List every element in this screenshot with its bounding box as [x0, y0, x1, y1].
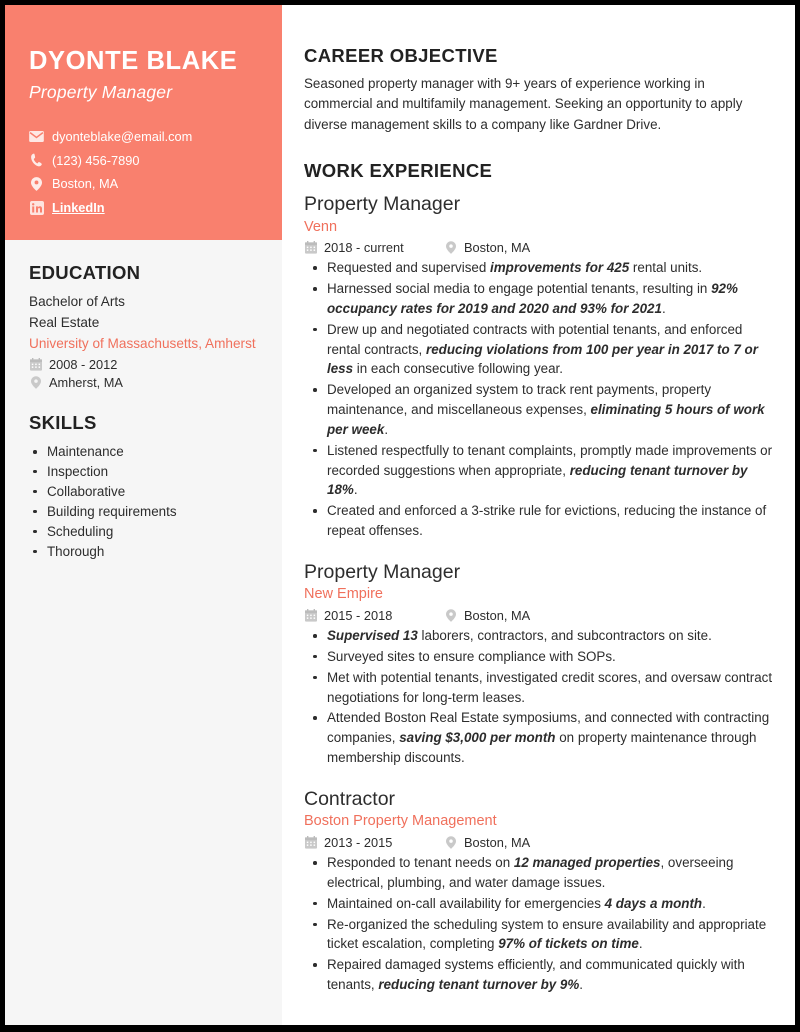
job-bullet: Requested and supervised improvements for 425 rental units.: [304, 258, 773, 278]
location-pin-icon: [29, 177, 44, 192]
envelope-icon: [29, 129, 44, 144]
job-dates-text: 2018 - current: [324, 240, 404, 256]
resume-page: [5, 5, 795, 1025]
list-item: Collaborative: [29, 482, 258, 502]
career-objective-text: Seasoned property manager with 9+ years of experience working in commercial and multifamily management. Seeking an opportunity to apply diverse management skills to a company like Gardner Drive.: [304, 76, 743, 132]
job-entry: [304, 787, 773, 995]
job-meta: [304, 240, 773, 255]
contact-email[interactable]: [29, 127, 258, 146]
career-objective-section: [304, 45, 773, 135]
contact-linkedin[interactable]: [29, 198, 258, 217]
location-pin-icon: [444, 241, 457, 255]
job-dates: [304, 608, 444, 623]
contact-phone-text: (123) 456-7890: [52, 152, 140, 168]
job-meta: [304, 835, 773, 850]
education-field: Real Estate: [29, 314, 100, 330]
list-item: Inspection: [29, 462, 258, 482]
education-degree: Bachelor of Arts: [29, 294, 125, 309]
sidebar: [5, 5, 282, 1025]
job-location: [444, 240, 530, 255]
contact-list: [29, 127, 258, 217]
education-school: University of Massachusetts, Amherst: [29, 336, 256, 352]
list-item: Building requirements: [29, 502, 258, 522]
education-section: [29, 262, 258, 390]
calendar-icon: [29, 358, 42, 372]
phone-icon: [29, 153, 44, 168]
education-dates: [29, 357, 258, 372]
skills-section: [29, 412, 258, 562]
job-bullet: Surveyed sites to ensure compliance with SOPs.: [304, 647, 773, 667]
education-dates-text: 2008 - 2012: [49, 357, 118, 373]
job-bullet-list: [304, 626, 773, 768]
work-experience-heading: WORK EXPERIENCE: [304, 160, 493, 182]
skills-heading: SKILLS: [29, 412, 97, 434]
sidebar-body: [5, 262, 282, 562]
job-bullet: Created and enforced a 3-strike rule for evictions, reducing the instance of repeat offenses.: [304, 501, 773, 541]
job-location: [444, 835, 530, 850]
job-bullet: Drew up and negotiated contracts with potential tenants, and enforced rental contracts, reducing violations from 100 per year in 2017 to 7 or less in each consecutive following year.: [304, 320, 773, 379]
job-location: [444, 608, 530, 623]
linkedin-link[interactable]: LinkedIn: [52, 200, 105, 216]
education-location-text: Amherst, MA: [49, 375, 123, 391]
job-location-text: Boston, MA: [464, 835, 531, 851]
sidebar-header: [5, 5, 282, 240]
job-dates-text: 2015 - 2018: [324, 608, 393, 624]
job-entry: [304, 560, 773, 768]
skills-list: [29, 442, 258, 562]
career-objective-heading: CAREER OBJECTIVE: [304, 45, 498, 66]
list-item: Thorough: [29, 542, 258, 562]
job-dates-text: 2013 - 2015: [324, 835, 393, 851]
job-location-text: Boston, MA: [464, 240, 531, 256]
job-bullet: Supervised 13 laborers, contractors, and subcontractors on site.: [304, 626, 773, 646]
job-bullet: Re-organized the scheduling system to ensure availability and appropriate ticket escalation, completing 97% of tickets on time.: [304, 915, 773, 955]
job-bullet: Repaired damaged systems efficiently, and communicated quickly with tenants, reducing tenant turnover by 9%.: [304, 955, 773, 995]
jobs-container: [304, 192, 773, 995]
job-company: New Empire: [304, 586, 383, 603]
job-title: Property Manager: [304, 193, 461, 216]
calendar-icon: [304, 241, 317, 255]
calendar-icon: [304, 836, 317, 850]
job-bullet: Attended Boston Real Estate symposiums, and connected with contracting companies, saving $3,000 per month on property maintenance through membership discounts.: [304, 708, 773, 767]
list-item: Scheduling: [29, 522, 258, 542]
job-bullet: Developed an organized system to track rent payments, property maintenance, and miscellaneous expenses, eliminating 5 hours of work per week.: [304, 380, 773, 439]
work-experience-section: [304, 160, 773, 995]
job-title: Contractor: [304, 787, 396, 810]
contact-email-text: dyonteblake@email.com: [52, 129, 193, 145]
job-title: Property Manager: [304, 560, 461, 583]
job-company: Venn: [304, 218, 338, 235]
location-pin-icon: [29, 376, 42, 390]
candidate-job-title: Property Manager: [29, 82, 173, 103]
main-column: [282, 5, 795, 1025]
job-entry: [304, 192, 773, 541]
job-bullet: Met with potential tenants, investigated credit scores, and oversaw contract negotiations for long-term leases.: [304, 668, 773, 708]
job-bullet: Harnessed social media to engage potential tenants, resulting in 92% occupancy rates for 2019 and 2020 and 93% for 2021.: [304, 279, 773, 319]
list-item: Maintenance: [29, 442, 258, 462]
job-bullet-list: [304, 853, 773, 995]
linkedin-icon: [29, 200, 44, 215]
calendar-icon: [304, 609, 317, 623]
job-bullet-list: [304, 258, 773, 541]
contact-location-text: Boston, MA: [52, 176, 119, 192]
job-bullet: Listened respectfully to tenant complaints, promptly made improvements or recorded suggestions when appropriate, reducing tenant turnover by 18%.: [304, 441, 773, 500]
candidate-name: DYONTE BLAKE: [29, 47, 238, 75]
job-location-text: Boston, MA: [464, 608, 531, 624]
job-meta: [304, 608, 773, 623]
job-dates: [304, 835, 444, 850]
location-pin-icon: [444, 609, 457, 623]
contact-location: [29, 174, 258, 193]
job-bullet: Maintained on-call availability for emergencies 4 days a month.: [304, 894, 773, 914]
job-bullet: Responded to tenant needs on 12 managed properties, overseeing electrical, plumbing, and water damage issues.: [304, 853, 773, 893]
education-location: [29, 375, 258, 390]
location-pin-icon: [444, 836, 457, 850]
education-heading: EDUCATION: [29, 262, 141, 283]
job-dates: [304, 240, 444, 255]
job-company: Boston Property Management: [304, 813, 497, 830]
contact-phone[interactable]: [29, 151, 258, 170]
